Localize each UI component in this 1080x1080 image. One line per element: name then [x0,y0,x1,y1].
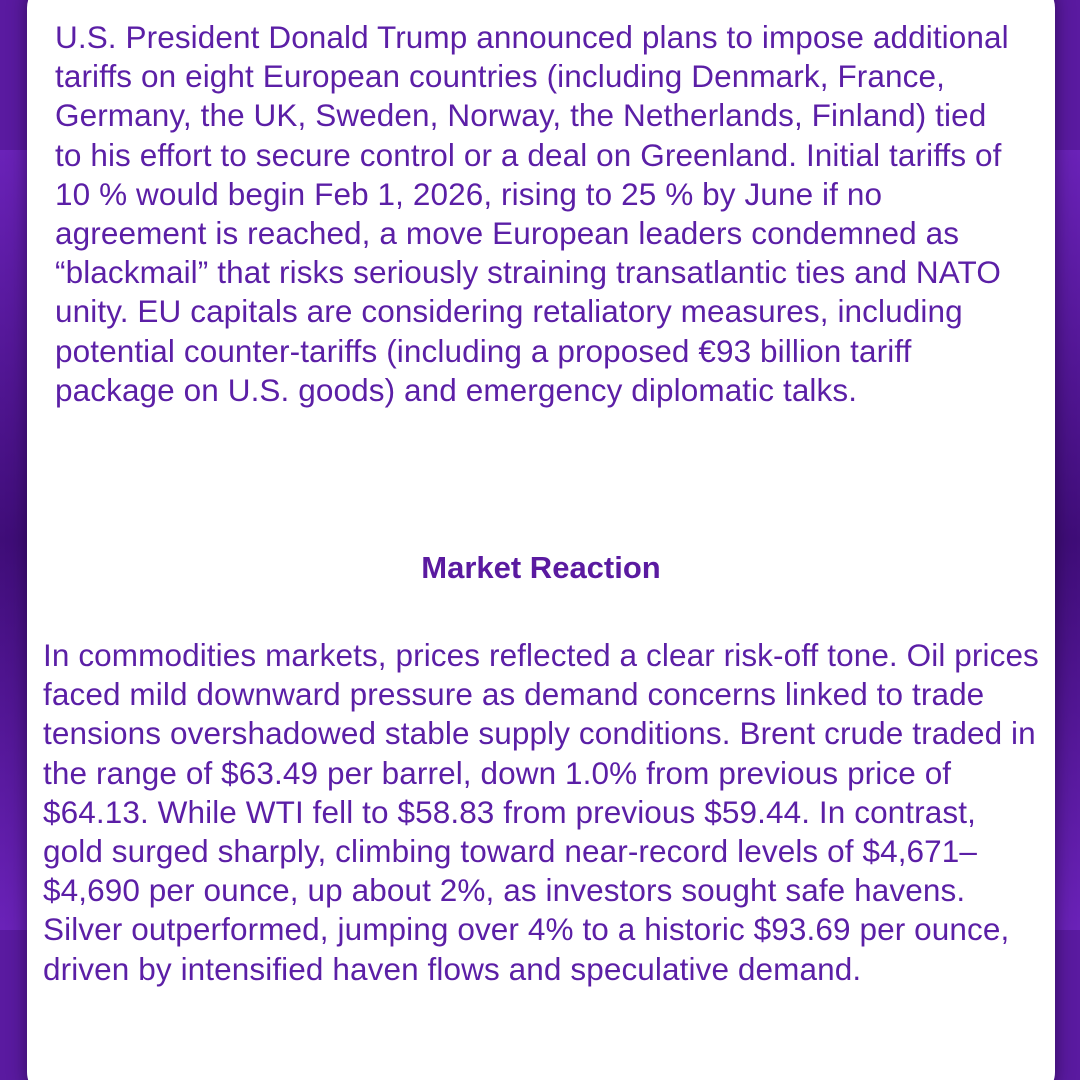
intro-paragraph: U.S. President Donald Trump announced plans to impose additional tariffs on eight European countries (including Denmark, France, Germany, the UK, Sweden, Norway, the Netherlands, Finland) tied to his effort to secure control or a deal on Greenland. Initial tariffs of 10 % would begin Feb 1, 2026, rising to 25 % by June if no agreement is reached, a move European leaders condemned as “blackmail” that risks seriously straining transatlantic ties and NATO unity. EU capitals are considering retaliatory measures, including potential counter-tariffs (including a proposed €93 billion tariff package on U.S. goods) and emergency diplomatic talks. [55,19,1009,408]
frame-right-shade [1052,150,1080,930]
market-reaction-paragraph: In commodities markets, prices reflected a clear risk-off tone. Oil prices faced mild downward pressure as demand concerns linked to trade tensions overshadowed stable supply conditions. Brent crude traded in the range of $63.49 per barrel, down 1.0% from previous price of $64.13. While WTI fell to $58.83 from previous $59.44. In contrast, gold surged sharply, climbing toward near-record levels of $4,671–$4,690 per ounce, up about 2%, as investors sought safe havens. Silver outperformed, jumping over 4% to a historic $93.69 per ounce, driven by intensified haven flows and speculative demand. [43,637,1039,987]
section-heading: Market Reaction [421,550,661,585]
article-card [27,0,1055,1080]
frame-left-shade [0,150,28,930]
